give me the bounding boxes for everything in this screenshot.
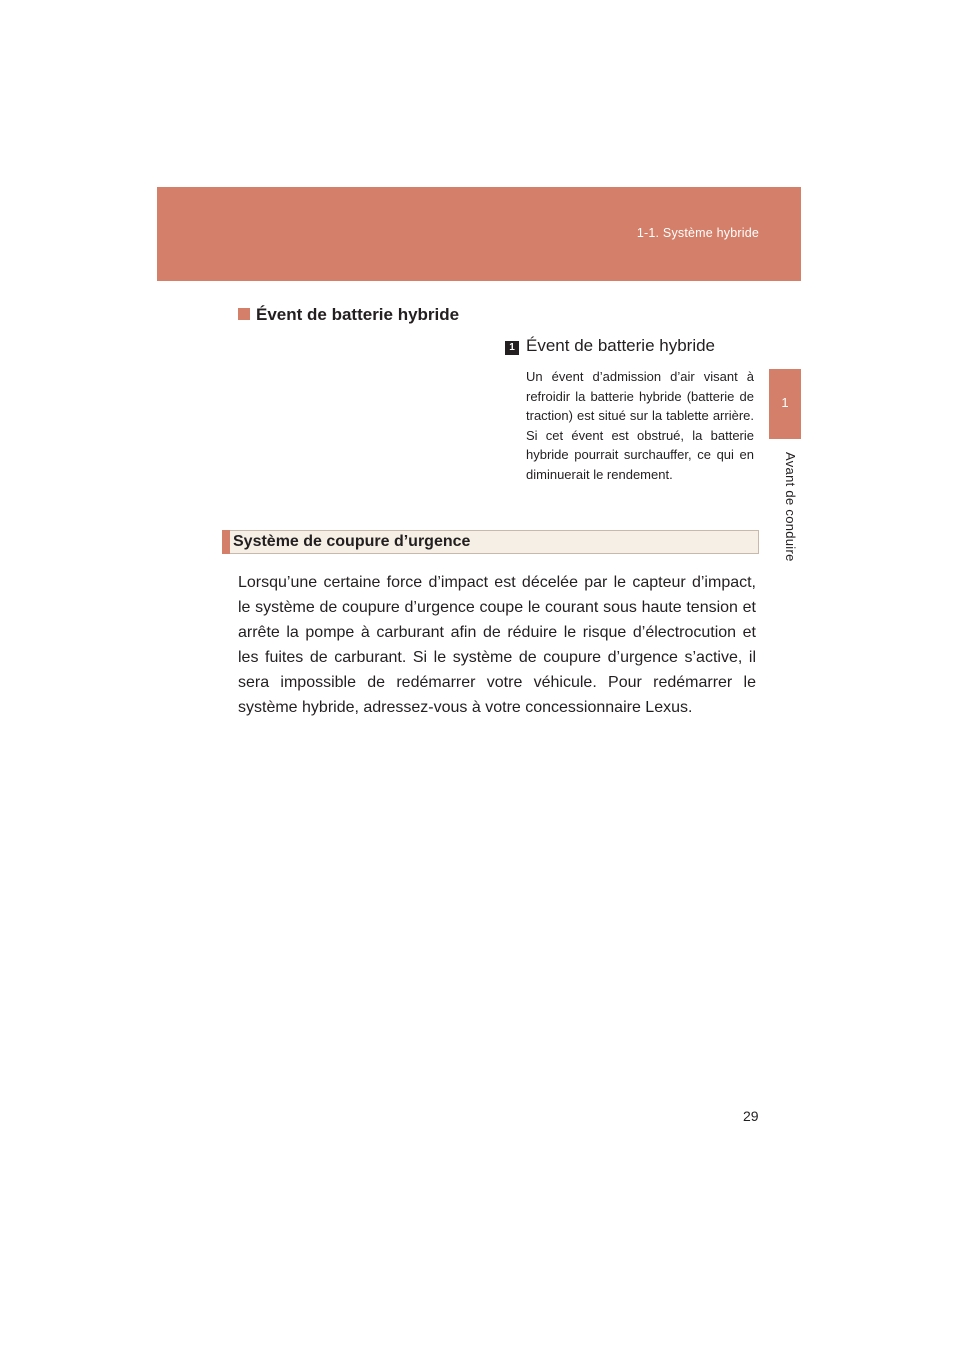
page-number: 29: [743, 1108, 759, 1124]
vent-subheading-text: Évent de batterie hybride: [256, 305, 460, 324]
vent-subheading: [238, 305, 459, 325]
square-bullet-icon: [238, 308, 250, 320]
chapter-number: 1: [781, 395, 789, 410]
callout-title: Évent de batterie hybride: [526, 336, 716, 355]
section-breadcrumb: 1-1. Système hybride: [636, 226, 759, 240]
callout-description: Un évent d’admission d’air visant à refroidir la batterie hybride (batterie de traction) est situé sur la tablette arrière. Si cet évent est obstrué, la batterie hybride pourrait surchauffer, ce qui en diminuerait le rendement.: [526, 369, 754, 482]
header-band: [157, 187, 801, 281]
section-title: Système de coupure d’urgence: [233, 533, 471, 550]
callout-number-badge: 1: [505, 341, 519, 355]
section-accent-bar: [222, 530, 230, 554]
chapter-label: Avant de conduire: [783, 452, 798, 562]
chapter-tab[interactable]: [769, 369, 801, 439]
body-paragraph: Lorsqu’une certaine force d’impact est décelée par le capteur d’impact, le système de coupure d’urgence coupe le courant sous haute tension et arrête la pompe à carburant afin de réduire le risque d’électrocution et les fuites de carburant. Si le système de coupure d’urgence s’active, il sera impossible de redémarrer votre véhicule. Pour redémarrer le système hybride, adressez-vous à votre concessionnaire Lexus.: [238, 574, 756, 716]
section-header-bar: [222, 530, 759, 554]
